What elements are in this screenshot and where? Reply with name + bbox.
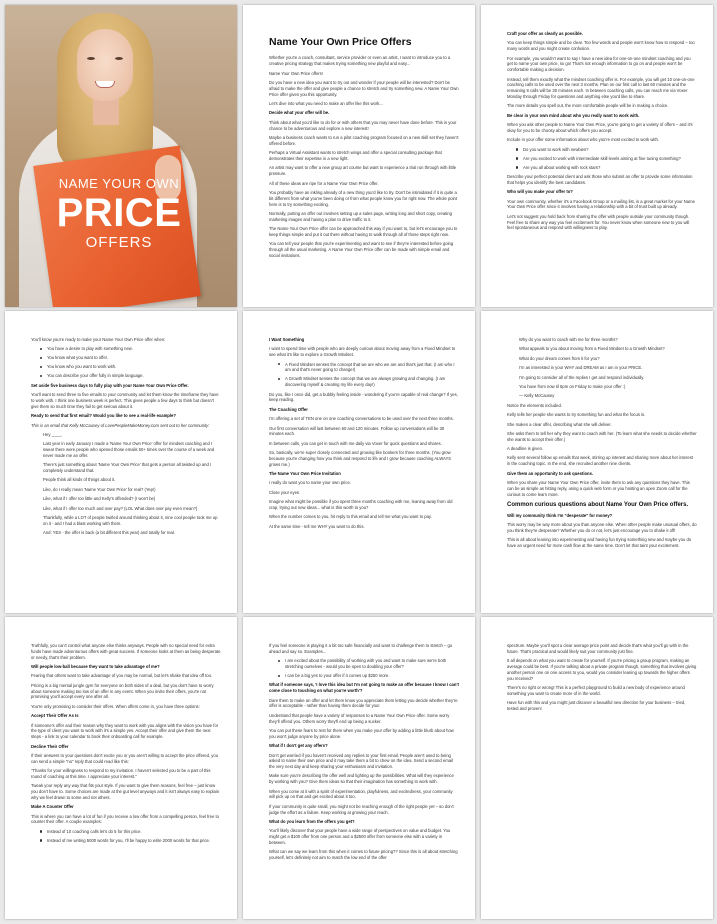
paragraph: Our first conversation will last between 60 and 120 minutes. Follow up conversations will be 30 minutes each. <box>269 425 445 437</box>
section-heading: What if someone says, 'I love this idea but I'm not going to make an offer because I know I can't come close to touching on what you're worth'? <box>269 682 459 694</box>
bullet-item: I can be a big yes to your offer if it comes up $250 more. <box>277 673 459 679</box>
section-heading: What do you learn from the offers you get? <box>269 819 355 825</box>
paragraph: When the number comes to you, hit reply to this email and tell me what you want to pay. <box>269 514 432 520</box>
paragraph: What can we say we learn from this when it comes to future pricing?? Since this is all about stretching yourself, let's definitely not aim to match the low end of the offer <box>269 849 458 861</box>
paragraph: There's no right or wrong! This is a perfect playground to build a new body of experience around something you want to create more of in the world. <box>507 684 685 696</box>
paragraph: All of these ideas are ripe for a Name Your Own Price offer. <box>269 180 379 186</box>
page-body <box>507 31 697 231</box>
paragraph: When you share your Name Your Own Price offer, invite them to ask any questions they have. This can be as simple as hitting reply, using a quick web form or you hosting an open Zoom call for the curious to come learn more. <box>507 480 690 497</box>
bullet-list <box>507 147 697 171</box>
bullet-item: You can describe your offer fully in simple language. <box>39 373 221 379</box>
paragraph: When you ask other people to Name Your Own Price, you're going to get a variety of offers – and it's okay for you to be choosy about which offers you accept. <box>507 122 693 133</box>
email-quote-line: — Kelly McCausey <box>519 393 555 399</box>
email-quote-line: Like, do I really mean 'Name Your Own Price' for real? (Yep!) <box>43 486 156 492</box>
email-quote-line: Thankfully, while a LOT of people twirled around thinking about it, nine cool people took me up on it - and I had a blast working with them. <box>43 515 218 526</box>
paragraph: Perhaps a Virtual Assistant wants to stretch wings and offer a special consulting package that demonstrates their expertise in a new light. <box>269 150 442 161</box>
paragraph: Truthfully, you can't control what anyone else thinks anyways. People with no special need for extra funds have made adventurous offers with great success. If someone looks at them as being desperate or needy, that's their problem. <box>31 643 221 660</box>
paragraph: This is where you can have a lot of fun if you receive a low offer from a compelling person, feel free to counter their offer. A couple examples: <box>31 813 219 825</box>
paragraph: Don't get worried if you haven't received any replies to your first email. People aren't used to being asked to name their own price and it may take them a bit to chew on the idea. Send a second email the very next day and keep sharing your enthusiasm and invitation. <box>269 752 453 770</box>
document-page-8 <box>243 617 475 919</box>
paragraph: Imagine what might be possible if you spent three months coaching with me, leaning away from old crap, trying out new ideas... what is this worth to you? <box>269 499 453 511</box>
paragraph: Kelly sent several follow up emails that week, stirring up interest and sharing more about her interest in the coaching topic. In the end, she recruited another nine clients. <box>507 455 693 467</box>
email-quote-line: And: YES - the offer is back (a bit different this year) and totally for real. <box>43 530 175 536</box>
paragraph: Think about what you'd like to do for or with others that you may never have done before. This is your chance to be adventurous and explore a new interest! <box>269 119 457 131</box>
section-heading: Will people low-ball because they want to take advantage of me? <box>31 663 160 669</box>
section-heading: The Coaching Offer <box>269 406 308 412</box>
email-quote-line: Last year in early January I made a 'Name Your Own Price' offer for mindset coaching and I swear there were people who opened those emails 50+ times over the course of a week and never made me an offer. <box>43 441 215 458</box>
paragraph: It all depends on what you want to create for yourself. If you're pricing a group program, making an average could be best. If you're talking about a private program though, something that involves giving another person one on one access to you, would you consider leaning up towards the higher offers you received? <box>507 658 697 681</box>
section-heading: Decide what your offer will be. <box>269 110 330 116</box>
document-page-3 <box>481 5 713 307</box>
email-quote-line: People think all kinds of things about it. <box>43 477 116 483</box>
paragraph: You'll know you're ready to make your Name Your Own Price offer when: <box>31 337 166 342</box>
bullet-item: Are you all about working with rock stars? <box>515 165 697 171</box>
section-heading: Who will you make your offer to? <box>507 189 573 195</box>
paragraph: This worry may be way more about you than anyone else. When other people make unusual offers, do you think they're desperate? Whether you do or not, let's just encourage you to shake it off! <box>507 522 697 534</box>
paragraph: Have fun with this and you might just discover a beautiful new direction for your business – tried, tested and proven! <box>507 700 686 711</box>
document-page-4 <box>5 311 237 613</box>
paragraph: "Thanks for your willingness to respond to my invitation. I haven't selected you to be a part of this round of coaching at this time. I appreciate your interest." <box>31 768 211 779</box>
email-quote-line: You have from now til 5pm on Friday to make your offer :) <box>519 383 626 389</box>
paragraph: Tweak your reply any way that fits your style. If you want to give them reasons, feel free – just know you don't have to. Some choices are made at the gut level anyways and it isn't always easy to explain why we feel drawn to some and not others. <box>31 783 220 800</box>
bullet-list <box>31 346 221 379</box>
paragraph: Let's not suggest you hold back from sharing the offer with people outside your community though. Feel free to share any way you feel excitement for. You never know when someone new to you will feel spontaneous and respond with willingness to play. <box>507 213 690 231</box>
bullet-item: A Fixed Mindset senses the concept that we are who we are and that's just that. (I am who I am and that's never going to change!) <box>277 362 459 374</box>
paragraph: Instead, tell them exactly what the mindset coaching offer is. For example, you will get 10 one-on-one coaching calls to be used over the next 3 months. Plan on our first call to last 60 minutes and the remaining 9 calls will be 30 minutes each. In between coaching calls, you can reach me via Voxer Monday through Friday for questions and anything else you'd like to share. <box>507 76 695 99</box>
paragraph: Maybe a business coach wants to run a pilot coaching program focused on a new skill set they haven't offered before. <box>269 135 459 146</box>
paragraph: At the same time - tell me WHY you want to do this. <box>269 523 365 529</box>
paragraph: I really do want you to name your own price. <box>269 480 351 486</box>
paragraph: If their answers to your questions don't excite you or you aren't willing to accept the price offered, you can send a simple "no" reply that could read like this: <box>31 752 219 764</box>
bullet-item: Do you want to work with newbies? <box>515 147 697 153</box>
bullet-item: Instead of me writing 5000 words for you, I'll be happy to write 2000 words for that price. <box>39 838 221 844</box>
page-body <box>269 337 459 530</box>
document-page-9 <box>481 617 713 919</box>
paragraph: A deadline is given. <box>507 446 544 452</box>
paragraph: Notice the elements included. <box>507 402 562 408</box>
bullet-item: A Growth Mindset senses the concept that we are always growing and changing. (I am discovering myself & creating my life every day!) <box>277 376 459 388</box>
document-page-2 <box>243 5 475 307</box>
document-page-7 <box>5 617 237 919</box>
paragraph: The Name Your Own Price offer can be approached this way if you want to, but let's encourage you to keep things simple and put it out there without having to walk through all of those steps right now. <box>269 226 458 237</box>
paragraph: Let's dive into what you need to make an offer like this work... <box>269 101 383 107</box>
section-heading: I Want Something <box>269 337 305 342</box>
paragraph: spectrum. Maybe you'll spot a clear average price point and decide that's what you'll go with in the future. That's practical and would likely suit your community just fine. <box>507 643 689 654</box>
intro-note: This is an email that Kelly McCausey of LovePeopleMakeMoney.com sent out to her community: <box>31 422 210 428</box>
section-heading: Decline Their Offer <box>31 743 69 749</box>
section-heading: Craft your offer as clearly as possible. <box>507 31 583 36</box>
section-heading: Accept Their Offer As Is <box>31 713 79 719</box>
document-page-5 <box>243 311 475 613</box>
paragraph: You can tell your people that you're experimenting and want to see if they're interested before going through all the usual marketing. A Name Your Own Price offer can be made with simple email and social invitations. <box>269 241 454 258</box>
paragraph: I want to spend time with people who are deeply curious about moving away from a Fixed Mindset to see what it's like to explore a Growth Mindset. <box>269 346 456 358</box>
paragraph: Do you, like I once did, get a bubbly feeling inside - wondering if you're capable of real change? If yes, keep reading. <box>269 391 458 403</box>
paragraph: You'll likely discover that your people have a wide range of perspectives on value and budget. You might get a $100 offer from one person and a $2500 offer from someone else with a variety in between. <box>269 828 451 846</box>
section-heading: The Name Your Own Price Invitation <box>269 471 341 477</box>
bullet-list <box>269 362 459 388</box>
cover-title-line2: PRICE <box>56 191 182 236</box>
paragraph: If your community is quite small, you might not be reaching enough of the right people yet – so don't judge the effort as a failure. Keep working at growing your reach. <box>269 803 454 815</box>
paragraph: This is all about leaning into experimenting and having fun trying something new and maybe you do have an urgent need for more cash flow at the same time. Don't let that taint your excitement. <box>507 537 692 549</box>
email-quote-line: Hey ____, <box>43 431 63 437</box>
page-body <box>269 55 459 258</box>
paragraph: Include in your offer some information about who you're most excited to work with. <box>507 137 660 143</box>
paragraph: Make sure you're describing the offer well and lighting up the possibilities. What will they experience by working with you? Give them ideas so that their imagination has something to work with. <box>269 773 454 785</box>
paragraph: Close your eyes. <box>269 489 301 495</box>
page-body <box>31 337 221 536</box>
email-quote-line: Like, what if I offer too little and Kelly's offended? (I won't be) <box>43 496 156 502</box>
paragraph: In between calls, you can get in touch with me daily via Voxer for quick questions and shares. <box>269 440 442 446</box>
section-heading: Make A Counter Offer <box>31 804 74 810</box>
email-quote-line: Why do you want to coach with me for three months? <box>519 337 618 342</box>
document-title: Name Your Own Price Offers <box>269 36 412 48</box>
page-body <box>507 337 697 549</box>
paragraph: Normally, putting an offer out involves setting up a sales page, writing long and short copy, creating marketing images and having a plan to drive traffic to it. <box>269 210 452 222</box>
subsection-title: Common curious questions about Name Your Own Price offers. <box>507 502 689 509</box>
bullet-item: You have a desire to play with something new. <box>39 346 221 352</box>
cover-page <box>5 5 237 307</box>
paragraph: She makes a clear offer, describing what she will deliver. <box>507 421 612 427</box>
paragraph: You can put these fears to rest for them when you make your offer by adding a little blurb about how you won't judge anyone by price alone. <box>269 727 454 739</box>
paragraph: Fearing that others want to take advantage of you may be normal, but let's shake that idea off too. <box>31 673 213 679</box>
email-quote-line: What do your dream comes from it for you? <box>519 355 600 361</box>
paragraph: If someone's offer and their reason why they want to work with you aligns with the vision you have for the type of client you want to work with it's a simple yes. Accept their offer and give them the next steps - a link to your calendar to book their onboarding call for example. <box>31 722 219 740</box>
section-heading: What if I don't get any offers? <box>269 743 328 749</box>
email-quote-line: I'm going to consider all of the replies I get and respond individually. <box>519 374 645 380</box>
bullet-list <box>269 658 459 679</box>
section-heading: Ready to send that first email? Would you like to see a real-life example? <box>31 413 176 419</box>
paragraph: You're only promising to consider their offers. When offers come in, you have three options: <box>31 703 200 709</box>
paragraph: I'm offering a set of TEN one on one coaching conversations to be used over the next three months. <box>269 416 454 422</box>
bullet-item: Instead of 10 coaching calls let's do 5 for this price. <box>39 829 221 835</box>
email-quote-line: What appeals to you about moving from a Fixed Mindset to a Growth Mindset? <box>519 346 665 352</box>
paragraph: Dare them to make an offer and let them know you appreciate them letting you decide whether they're offer is acceptable - rather than having them decide for you! <box>269 697 458 709</box>
section-heading: Give them an opportunity to ask questions. <box>507 470 594 476</box>
cover-title-line3: OFFERS <box>85 234 153 252</box>
paragraph: Name Your Own Price offers! <box>269 70 323 76</box>
paragraph: Do you have a new idea you want to try out and wonder if your people will be interested? Don't be afraid to make the offer and give people a chance to stretch and try something new. A Name Your Own Price offer gives you this opportunity. <box>269 80 459 97</box>
paragraph: Pricing is a big mental jungle gym for everyone on both sides of a deal, but you don't have to worry about someone making too low of an offer in any event. When you invite their offers, you're not promising you'll accept every one after all. <box>31 682 214 700</box>
page-body <box>31 643 221 844</box>
paragraph: The more details you spell out, the more comfortable people will be in making a choice. <box>507 103 669 109</box>
paragraph: You'll want to send three to five emails to your community and let them know the timeframe they have to work with. I think one business week is perfect. This gives people a few days to think but doesn't give them so much time they fail to get serious about it. <box>31 392 219 409</box>
cover-photo-eye <box>87 57 95 60</box>
bullet-item: You know what you want to offer. <box>39 355 221 361</box>
cover-title-line1: NAME YOUR OWN <box>58 176 180 191</box>
paragraph: An artist may want to offer a new group art course but want to experience a trial run through with little pressure. <box>269 165 457 177</box>
paragraph: You can keep things simple and be clear. Too few words and people won't know how to respond – too many words and you might create confusion. <box>507 40 695 52</box>
document-page-6 <box>481 311 713 613</box>
paragraph: You probably have an inkling already of a new thing you'd like to try. Don't be intimidated if it is quite a bit different from what you've been doing or from what people know you for right now. The whole point here is to try something exciting. <box>269 189 458 207</box>
page-body <box>269 643 459 861</box>
bullet-list <box>31 829 221 844</box>
email-quote-line: Like, what if I offer too much and over pay? (LOL What does over pay even mean?) <box>43 505 198 511</box>
bullet-item: I am excited about the possibility of working with you and want to make sure we're both stretching ourselves - would you be open to doubling your offer? <box>277 658 459 670</box>
paragraph: So, basically, we're super closely connected and growing like bonkers for three months. (You grow because you're changing how you think and respond to life and I grow because coaching ALWAYS grows me.) <box>269 450 452 467</box>
cover-photo-eye <box>115 57 123 60</box>
page-body <box>507 643 697 712</box>
paragraph: She asks them to tell her why they want to coach with her. (To learn what she needs to decide whether she wants to accept their offer.) <box>507 430 697 442</box>
paragraph: Kelly tells her people she wants to try something fun and what the focus is. <box>507 412 646 418</box>
paragraph: If you feel someone is playing it a bit too safe financially and want to challenge them to stretch – go ahead and say so. Examples... <box>269 643 453 654</box>
paragraph: Your own community, whether it's a Facebook Group or a mailing list, is a great market for your Name Your Own Price offer since it involves having a relationship with a bit of trust built up already. <box>507 198 695 210</box>
paragraph: When you come at it with a spirit of experimentation, playfulness, and excitedness, your community will pick up on that and get excited about it too. <box>269 788 453 800</box>
paragraph: Whether you're a coach, consultant, service provider or even an artist, I want to introduce you to a creative pricing strategy that makes trying something new playful and easy... <box>269 55 451 67</box>
cover-title <box>45 177 193 252</box>
email-quote-line: There's just something about 'Name Your Own Price' that gets a person all twisted up and I completely understand that. <box>43 462 212 474</box>
cover-photo-face <box>77 29 133 101</box>
bullet-item: Are you excited to work with intermediate skill levels aiming at fine tuning something? <box>515 156 697 162</box>
paragraph: Describe your perfect potential client and ask those who submit an offer to provide some information that helps you identify the best candidates. <box>507 174 693 185</box>
section-heading: Will my community think I'm "desperate" for money? <box>507 512 613 518</box>
section-heading: Be clear in your own mind about who you really want to work with. <box>507 112 640 118</box>
email-quote-line: I'm as interested in your WHY and DREAM as I am in your PRICE. <box>519 365 643 371</box>
bullet-item: You know who you want to work with. <box>39 364 221 370</box>
paragraph: For example, you wouldn't want to say I have a new idea for one-on-one mindset coaching and you get to name your own price, so go! That's not enough information to go on and people won't be comfortable making a decision. <box>507 55 691 73</box>
section-heading: Set aside five business days to fully play with your Name Your Own Price Offer. <box>31 382 189 388</box>
paragraph: Understand that people have a variety of responses to a Name Your Own Price offer. Some worry they'll offend you. Others worry they'll end up being a sucker. <box>269 712 450 724</box>
